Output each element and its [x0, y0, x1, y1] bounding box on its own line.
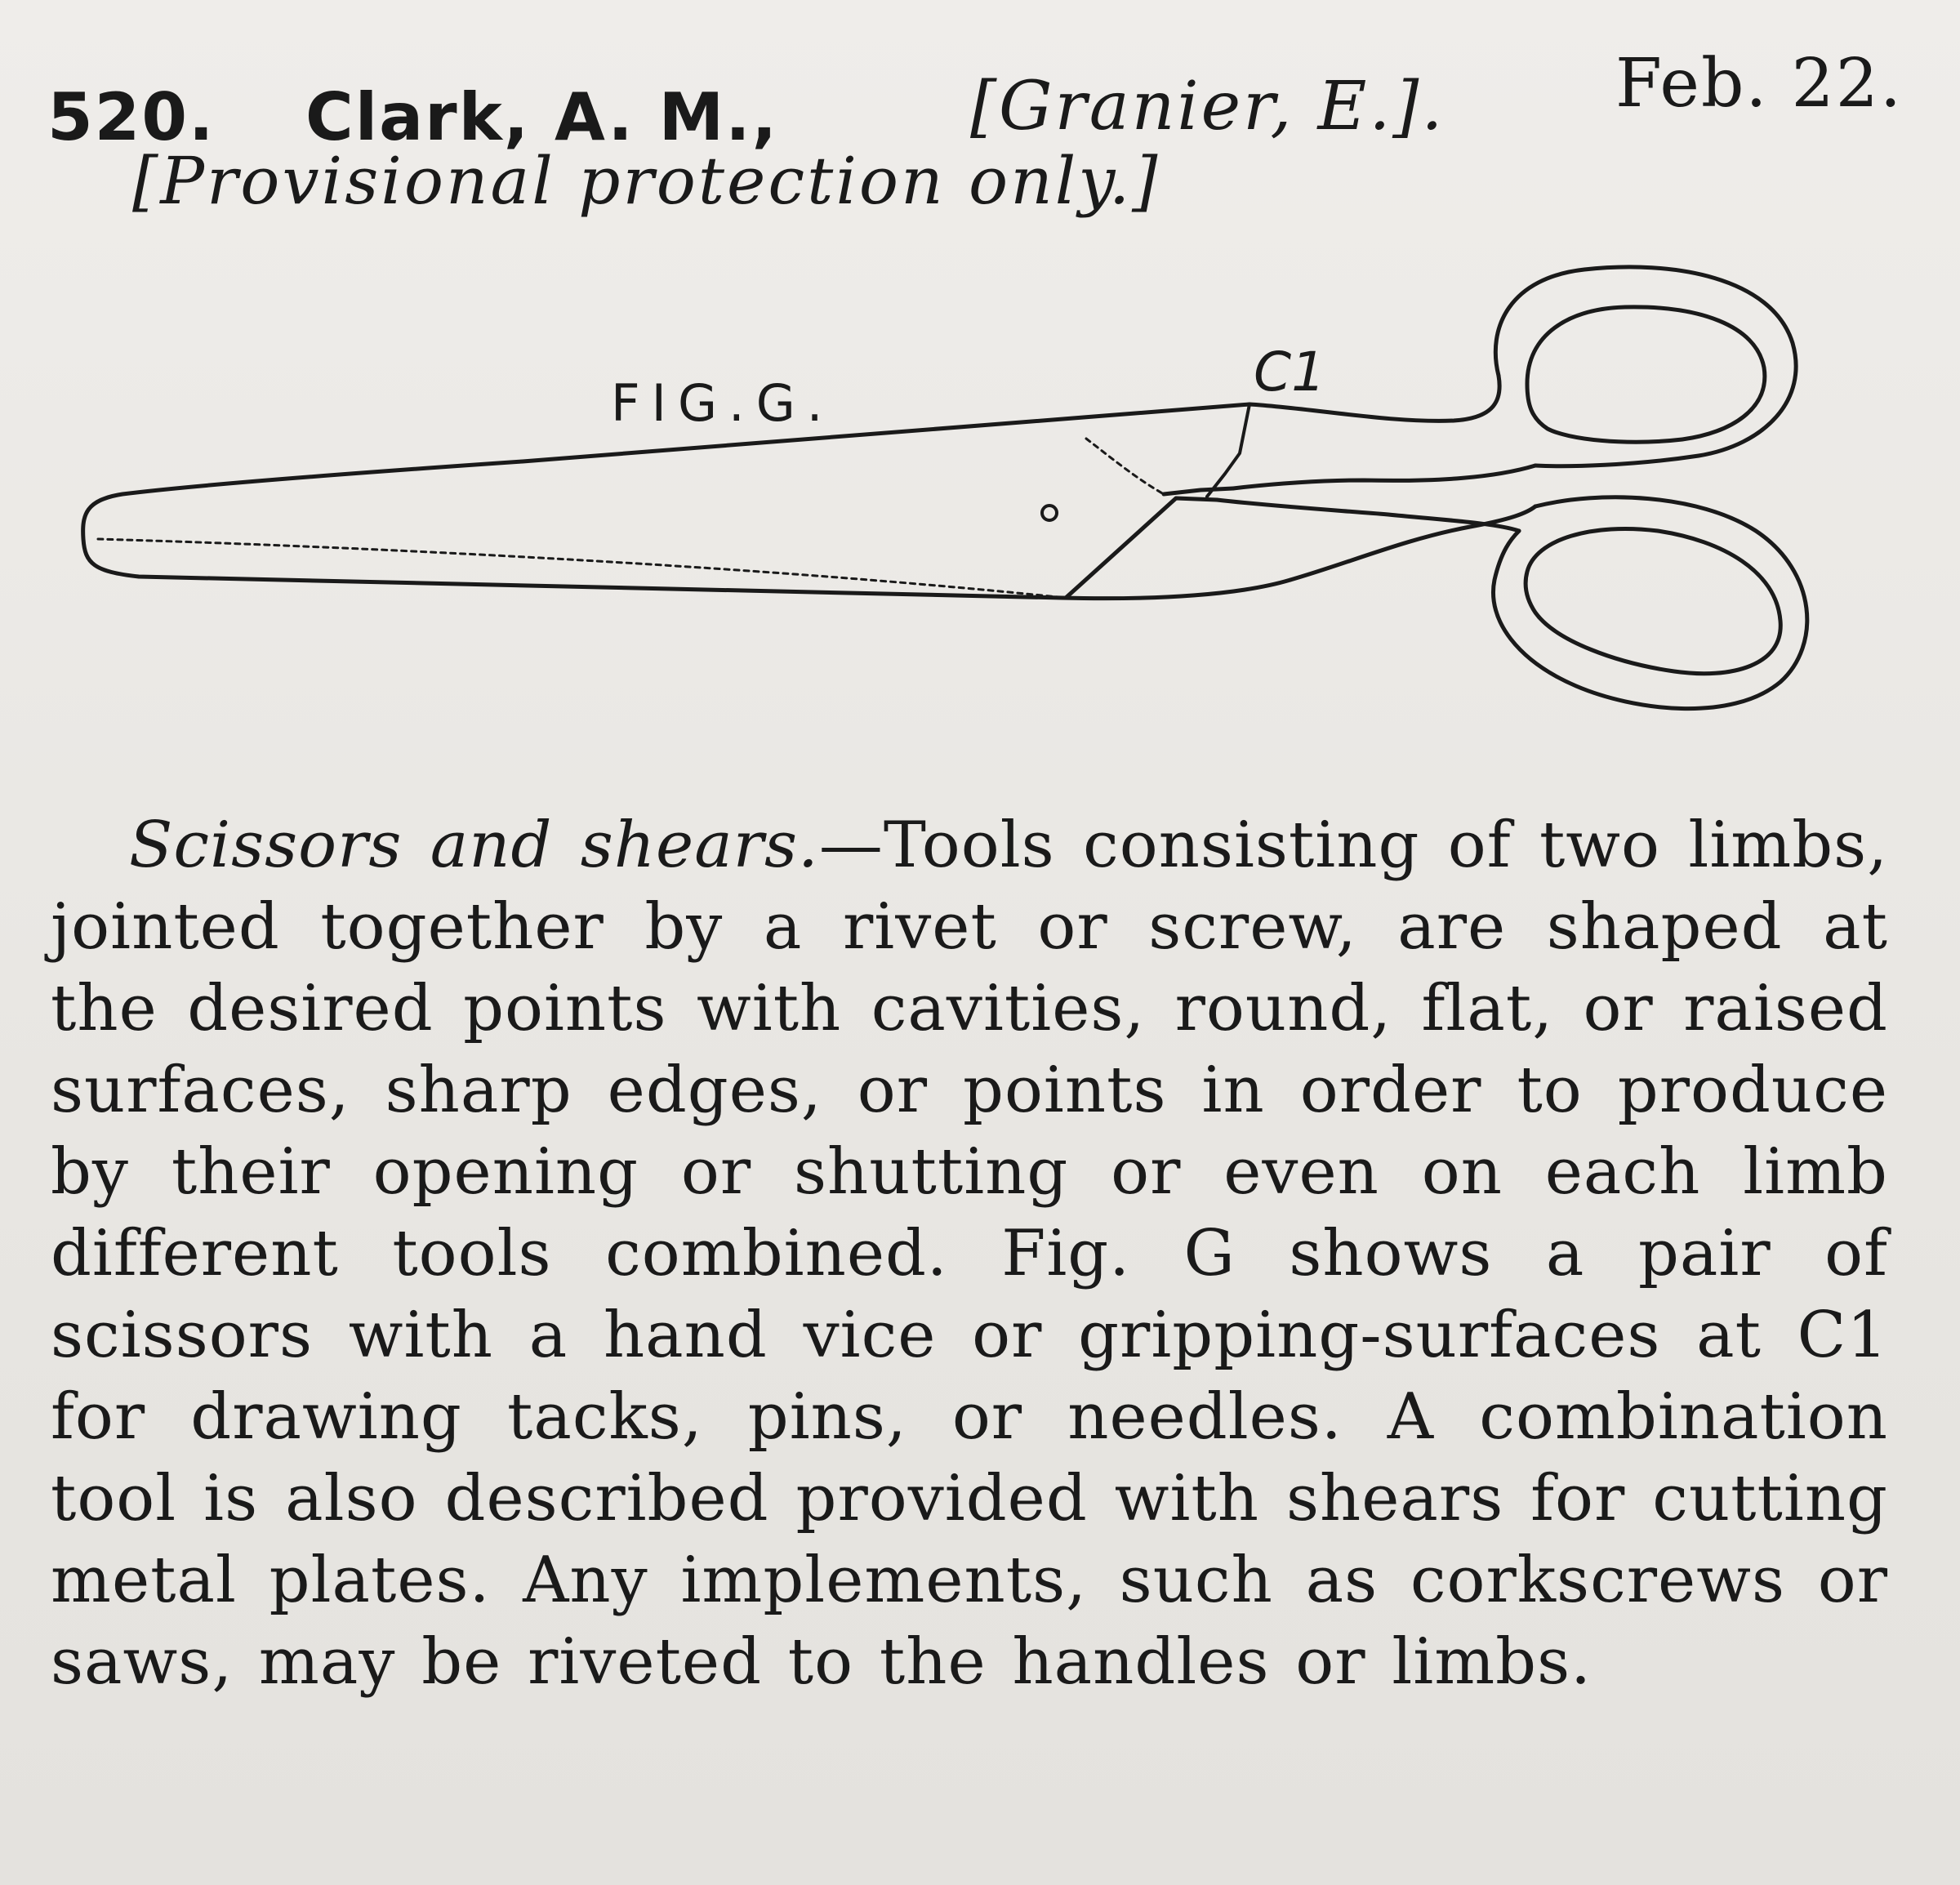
entry-number: 520.	[47, 79, 216, 155]
description-text: —Tools consisting of two limbs, jointed together by a rivet or screw, are shaped at the desired points with cavities, round, flat, or raised surfaces, sharp edges, or points in order to produce by their opening or shutting or even on each limb different tools combined. Fig. G shows a pair of scissors with a hand vice or gripping-surfaces at C1 for drawing tacks, pins, or needles. A combination tool is also described provided with shears for cutting metal plates. Any implements, such as corkscrews or saws, may be riveted to the handles or limbs.	[51, 809, 1888, 1699]
applicant-name: Clark, A. M.,	[305, 79, 779, 155]
inventor-name: [Granier, E.].	[970, 68, 1446, 145]
description-paragraph	[51, 804, 1888, 1703]
description-lead: Scissors and shears.	[129, 809, 819, 882]
figure-title: FIG.G.	[611, 373, 835, 433]
figure-label-c1: C1	[1254, 341, 1326, 403]
scissors-drawing-icon	[83, 267, 1807, 709]
entry-date: Feb. 22.	[1615, 45, 1903, 123]
protection-note: [Provisional protection only.]	[132, 143, 1160, 219]
